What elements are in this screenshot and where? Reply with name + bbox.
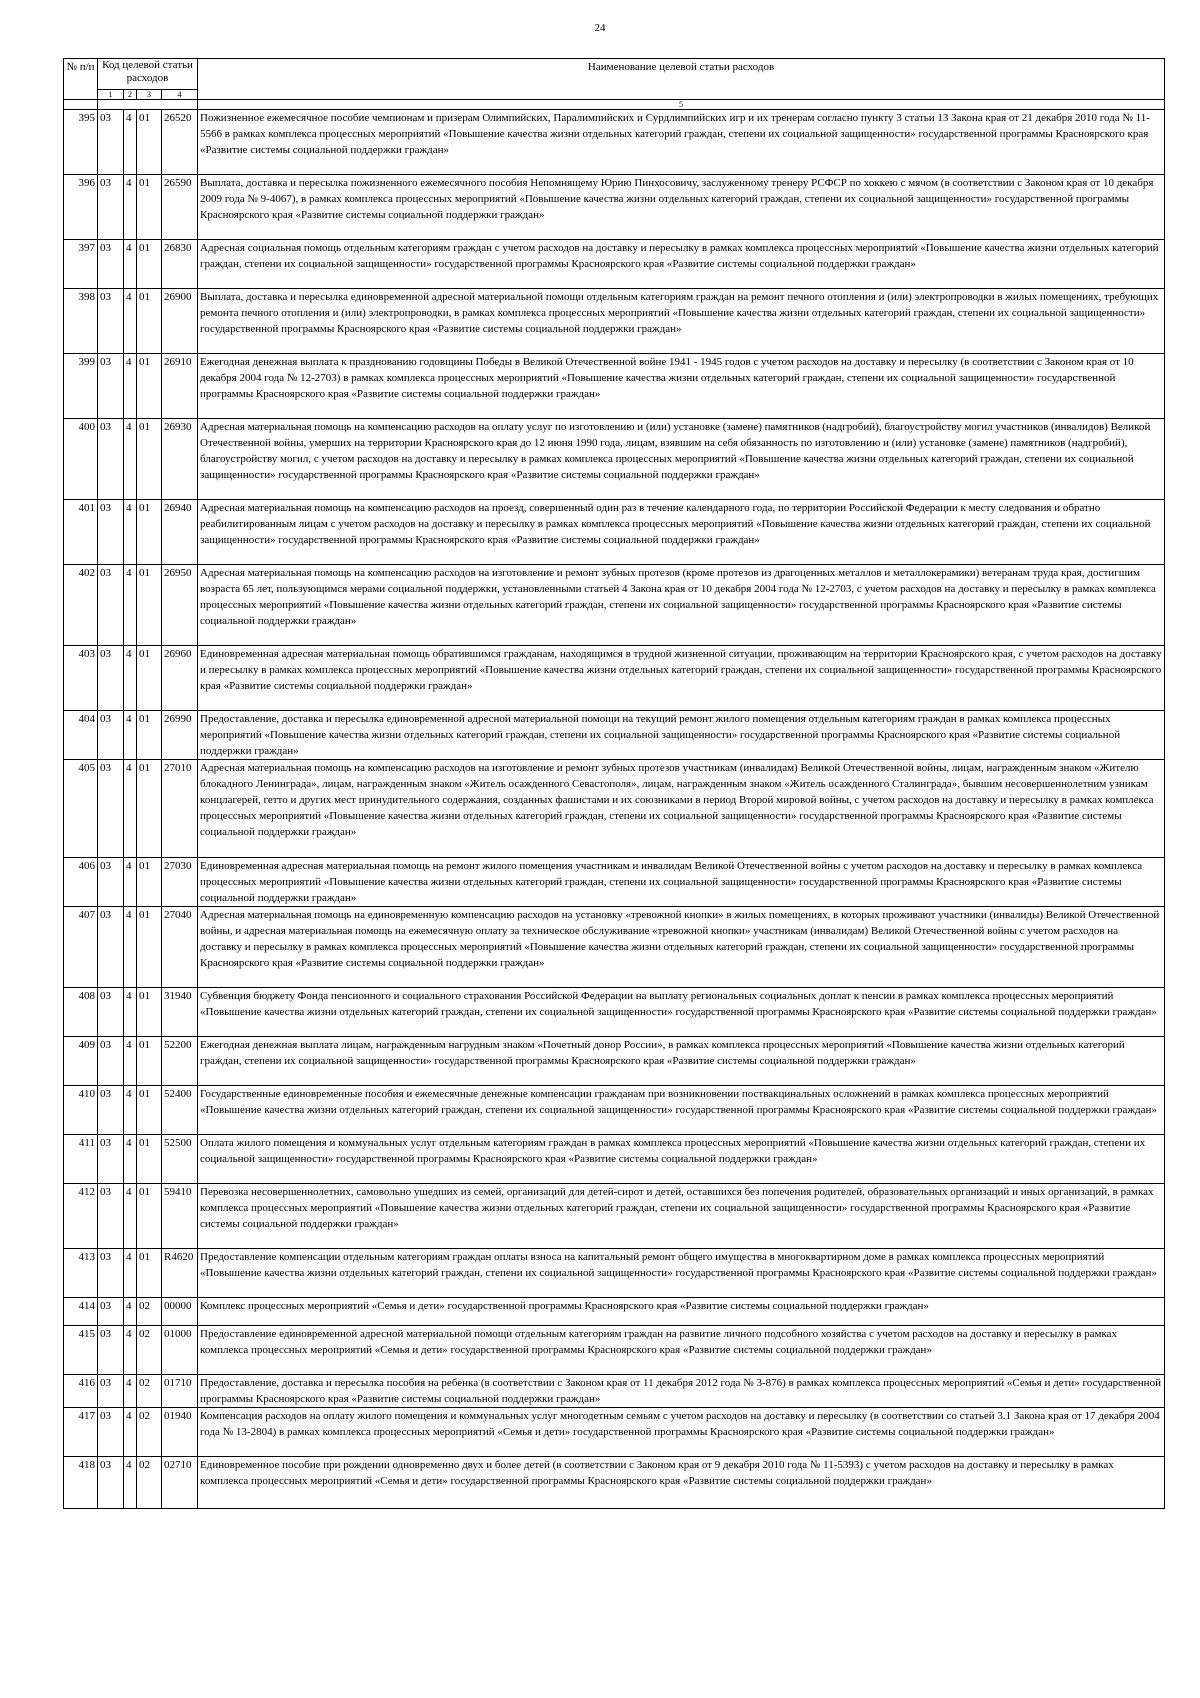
expense-name-cell: Пожизненное ежемесячное пособие чемпионам и призерам Олимпийских, Паралимпийских и Сурдлимпийских игр и их тренерам согласно пункту 3 статьи 13 Закона края от 21 декабря 2010 года № 11-5566 в рамках комплекса процессных мероприятий «Повышение качества жизни отдельных категорий граждан, степени их социальной защищенности» государственной программы Красноярского края «Развитие системы социальной поддержки граждан» bbox=[198, 110, 1165, 175]
code-part-4-cell: 01000 bbox=[162, 1326, 198, 1375]
code-part-4-cell: 52500 bbox=[162, 1135, 198, 1184]
code-part-2-cell: 4 bbox=[124, 175, 137, 240]
table-row bbox=[64, 1184, 1165, 1249]
code-part-2-cell: 4 bbox=[124, 1375, 137, 1408]
code-part-1-cell: 03 bbox=[98, 760, 124, 858]
code-part-3-cell: 01 bbox=[137, 858, 162, 907]
row-number-cell: 395 bbox=[64, 110, 98, 175]
table-body bbox=[64, 110, 1165, 1509]
row-number-cell: 413 bbox=[64, 1249, 98, 1298]
row-number-cell: 399 bbox=[64, 354, 98, 419]
code-part-4-cell: 27010 bbox=[162, 760, 198, 858]
table-row bbox=[64, 1326, 1165, 1375]
table-row bbox=[64, 110, 1165, 175]
expense-name-cell: Адресная материальная помощь на компенсацию расходов на изготовление и ремонт зубных протезов участникам (инвалидам) Великой Отечественной войны, лицам, награжденным знаком «Жителю блокадного Ленинграда», лицам, награжденным знаком «Житель осажденного Севастополя», лицам, награжденным знаком «Житель осажденного Сталинграда», бывшим несовершеннолетним узникам концлагерей, гетто и других мест принудительного содержания, созданных фашистами и их союзниками в период Второй мировой войны, с учетом расходов на доставку и пересылку в рамках комплекса процессных мероприятий «Повышение качества жизни отдельных категорий граждан, степени их социальной защищенности» государственной программы Красноярского края «Развитие системы социальной поддержки граждан» bbox=[198, 760, 1165, 858]
row-number-cell: 408 bbox=[64, 988, 98, 1037]
code-part-1-cell: 03 bbox=[98, 1375, 124, 1408]
code-part-4-cell: 26940 bbox=[162, 500, 198, 565]
page-number: 24 bbox=[594, 22, 606, 34]
row-number-cell: 406 bbox=[64, 858, 98, 907]
header-sub-number: 1 bbox=[98, 90, 124, 100]
code-part-2-cell: 4 bbox=[124, 1135, 137, 1184]
code-part-3-cell: 01 bbox=[137, 110, 162, 175]
code-part-1-cell: 03 bbox=[98, 419, 124, 500]
table-row bbox=[64, 1457, 1165, 1509]
expense-name-cell: Предоставление компенсации отдельным категориям граждан оплаты взноса на капитальный ремонт общего имущества в многоквартирном доме в рамках комплекса процессных мероприятий «Повышение качества жизни отдельных категорий граждан, степени их социальной защищенности» государственной программы Красноярского края «Развитие системы социальной поддержки граждан» bbox=[198, 1249, 1165, 1298]
code-part-1-cell: 03 bbox=[98, 907, 124, 988]
row-number-cell: 412 bbox=[64, 1184, 98, 1249]
header-sub-number-spacer bbox=[64, 100, 98, 110]
code-part-1-cell: 03 bbox=[98, 1408, 124, 1457]
code-part-3-cell: 01 bbox=[137, 1086, 162, 1135]
code-part-1-cell: 03 bbox=[98, 110, 124, 175]
expense-name-cell: Ежегодная денежная выплата к празднованию годовщины Победы в Великой Отечественной войне 1941 - 1945 годов с учетом расходов на доставку и пересылку (в соответствии с Законом края от 10 декабря 2004 года № 12-2703) в рамках комплекса процессных мероприятий «Повышение качества жизни отдельных категорий граждан, степени их социальной защищенности» государственной программы Красноярского края «Развитие системы социальной поддержки граждан» bbox=[198, 354, 1165, 419]
code-part-2-cell: 4 bbox=[124, 1457, 137, 1509]
row-number-cell: 400 bbox=[64, 419, 98, 500]
table-row bbox=[64, 988, 1165, 1037]
code-part-2-cell: 4 bbox=[124, 858, 137, 907]
header-code-group: Код целевой статьи расходов bbox=[98, 59, 198, 90]
code-part-1-cell: 03 bbox=[98, 1326, 124, 1375]
code-part-2-cell: 4 bbox=[124, 419, 137, 500]
row-number-cell: 397 bbox=[64, 240, 98, 289]
table-row bbox=[64, 175, 1165, 240]
header-sub-number: 2 bbox=[124, 90, 137, 100]
code-part-2-cell: 4 bbox=[124, 1184, 137, 1249]
code-part-1-cell: 03 bbox=[98, 240, 124, 289]
code-part-1-cell: 03 bbox=[98, 565, 124, 646]
header-sub-number: 3 bbox=[137, 90, 162, 100]
code-part-3-cell: 01 bbox=[137, 760, 162, 858]
code-part-4-cell: 26910 bbox=[162, 354, 198, 419]
code-part-4-cell: 02710 bbox=[162, 1457, 198, 1509]
code-part-4-cell: 26830 bbox=[162, 240, 198, 289]
code-part-2-cell: 4 bbox=[124, 1037, 137, 1086]
code-part-1-cell: 03 bbox=[98, 988, 124, 1037]
code-part-2-cell: 4 bbox=[124, 1086, 137, 1135]
code-part-4-cell: 26590 bbox=[162, 175, 198, 240]
expense-name-cell: Адресная материальная помощь на компенсацию расходов на оплату услуг по изготовлению и (или) установке (замене) памятников (надгробий), благоустройству могил участников (инвалидов) Великой Отечественной войны, умерших на территории Красноярского края до 12 июня 1990 года, лицам, взявшим на себя обязанность по изготовлению и (или) установке (замене) памятников (надгробий), благоустройству могил, с учетом расходов на доставку и пересылку в рамках комплекса процессных мероприятий «Повышение качества жизни отдельных категорий граждан, степени их социальной защищенности» государственной программы Красноярского края «Развитие системы социальной поддержки граждан» bbox=[198, 419, 1165, 500]
table-row bbox=[64, 289, 1165, 354]
header-sub-number: 5 bbox=[198, 100, 1165, 110]
table-row bbox=[64, 1086, 1165, 1135]
table-row bbox=[64, 1249, 1165, 1298]
row-number-cell: 411 bbox=[64, 1135, 98, 1184]
code-part-2-cell: 4 bbox=[124, 565, 137, 646]
code-part-4-cell: 26950 bbox=[162, 565, 198, 646]
code-part-3-cell: 01 bbox=[137, 289, 162, 354]
code-part-2-cell: 4 bbox=[124, 110, 137, 175]
code-part-4-cell: 52200 bbox=[162, 1037, 198, 1086]
code-part-2-cell: 4 bbox=[124, 1408, 137, 1457]
table-row bbox=[64, 1375, 1165, 1408]
table-row bbox=[64, 500, 1165, 565]
code-part-4-cell: 26900 bbox=[162, 289, 198, 354]
code-part-4-cell: 31940 bbox=[162, 988, 198, 1037]
code-part-3-cell: 01 bbox=[137, 988, 162, 1037]
expense-name-cell: Комплекс процессных мероприятий «Семья и дети» государственной программы Красноярского края «Развитие системы социальной поддержки граждан» bbox=[198, 1298, 1165, 1326]
code-part-2-cell: 4 bbox=[124, 289, 137, 354]
code-part-3-cell: 01 bbox=[137, 1184, 162, 1249]
expense-name-cell: Единовременная адресная материальная помощь на ремонт жилого помещения участникам и инвалидам Великой Отечественной войны с учетом расходов на доставку и пересылку в рамках комплекса процессных мероприятий «Повышение качества жизни отдельных категорий граждан, степени их социальной защищенности» государственной программы Красноярского края «Развитие системы социальной поддержки граждан» bbox=[198, 858, 1165, 907]
code-part-4-cell: 26930 bbox=[162, 419, 198, 500]
budget-codes-table bbox=[63, 58, 1165, 1509]
code-part-1-cell: 03 bbox=[98, 289, 124, 354]
expense-name-cell: Единовременная адресная материальная помощь обратившимся гражданам, находящимся в трудной жизненной ситуации, проживающим на территории Красноярского края, с учетом расходов на доставку и пересылку в рамках комплекса процессных мероприятий «Повышение качества жизни отдельных категорий граждан, степени их социальной защищенности» государственной программы Красноярского края «Развитие системы социальной поддержки граждан» bbox=[198, 646, 1165, 711]
table-row bbox=[64, 354, 1165, 419]
code-part-2-cell: 4 bbox=[124, 1298, 137, 1326]
row-number-cell: 403 bbox=[64, 646, 98, 711]
code-part-2-cell: 4 bbox=[124, 907, 137, 988]
expense-name-cell: Предоставление единовременной адресной материальной помощи отдельным категориям граждан на развитие личного подсобного хозяйства с учетом расходов на доставку и пересылку в рамках комплекса процессных мероприятий «Семья и дети» государственной программы Красноярского края «Развитие системы социальной поддержки граждан» bbox=[198, 1326, 1165, 1375]
table-row bbox=[64, 1408, 1165, 1457]
code-part-4-cell: 01940 bbox=[162, 1408, 198, 1457]
header-col-name: Наименование целевой статьи расходов bbox=[198, 59, 1165, 100]
row-number-cell: 398 bbox=[64, 289, 98, 354]
table-row bbox=[64, 565, 1165, 646]
row-number-cell: 407 bbox=[64, 907, 98, 988]
row-number-cell: 410 bbox=[64, 1086, 98, 1135]
table-row bbox=[64, 907, 1165, 988]
expense-name-cell: Адресная материальная помощь на компенсацию расходов на проезд, совершенный один раз в течение календарного года, по территории Российской Федерации к месту следования и обратно реабилитированным лицам с учетом расходов на доставку и пересылку в рамках комплекса процессных мероприятий «Повышение качества жизни отдельных категорий граждан, степени их социальной защищенности» государственной программы Красноярского края «Развитие системы социальной поддержки граждан» bbox=[198, 500, 1165, 565]
code-part-4-cell: 00000 bbox=[162, 1298, 198, 1326]
code-part-3-cell: 01 bbox=[137, 354, 162, 419]
code-part-4-cell: 26960 bbox=[162, 646, 198, 711]
code-part-1-cell: 03 bbox=[98, 646, 124, 711]
row-number-cell: 409 bbox=[64, 1037, 98, 1086]
code-part-3-cell: 01 bbox=[137, 419, 162, 500]
code-part-1-cell: 03 bbox=[98, 1135, 124, 1184]
code-part-3-cell: 02 bbox=[137, 1375, 162, 1408]
code-part-4-cell: 01710 bbox=[162, 1375, 198, 1408]
code-part-4-cell: 26990 bbox=[162, 711, 198, 760]
row-number-cell: 414 bbox=[64, 1298, 98, 1326]
row-number-cell: 404 bbox=[64, 711, 98, 760]
code-part-3-cell: 01 bbox=[137, 1249, 162, 1298]
expense-name-cell: Компенсация расходов на оплату жилого помещения и коммунальных услуг многодетным семьям с учетом расходов на доставку и пересылку (в соответствии со статьей 3.1 Закона края от 17 декабря 2004 года № 13-2804) в рамках комплекса процессных мероприятий «Семья и дети» государственной программы Красноярского края «Развитие системы социальной поддержки граждан» bbox=[198, 1408, 1165, 1457]
code-part-1-cell: 03 bbox=[98, 1298, 124, 1326]
table-row bbox=[64, 1135, 1165, 1184]
code-part-3-cell: 01 bbox=[137, 1037, 162, 1086]
code-part-2-cell: 4 bbox=[124, 1326, 137, 1375]
expense-name-cell: Адресная материальная помощь на единовременную компенсацию расходов на установку «тревожной кнопки» в жилых помещениях, в которых проживают участники (инвалиды) Великой Отечественной войны, и адресная материальная помощь на ежемесячную оплату за техническое обслуживание «тревожной кнопки» участникам (инвалидам) Великой Отечественной войны с учетом расходов на доставку и пересылку в рамках комплекса процессных мероприятий «Повышение качества жизни отдельных категорий граждан, степени их социальной защищенности» государственной программы Красноярского края «Развитие системы социальной поддержки граждан» bbox=[198, 907, 1165, 988]
expense-name-cell: Предоставление, доставка и пересылка единовременной адресной материальной помощи на текущий ремонт жилого помещения отдельным категориям граждан в рамках комплекса процессных мероприятий «Повышение качества жизни отдельных категорий граждан, степени их социальной защищенности» государственной программы Красноярского края «Развитие системы социальной поддержки граждан» bbox=[198, 711, 1165, 760]
code-part-4-cell: 27040 bbox=[162, 907, 198, 988]
expense-name-cell: Выплата, доставка и пересылка пожизненного ежемесячного пособия Непомнящему Юрию Пинхосовичу, заслуженному тренеру РСФСР по хоккею с мячом (в соответствии с Законом края от 10 декабря 2009 года № 9-4067), в рамках комплекса процессных мероприятий «Повышение качества жизни отдельных категорий граждан, степени их социальной защищенности» государственной программы Красноярского края «Развитие системы социальной поддержки граждан» bbox=[198, 175, 1165, 240]
table-row bbox=[64, 419, 1165, 500]
code-part-3-cell: 01 bbox=[137, 1135, 162, 1184]
code-part-4-cell: R4620 bbox=[162, 1249, 198, 1298]
row-number-cell: 401 bbox=[64, 500, 98, 565]
table-row bbox=[64, 646, 1165, 711]
code-part-2-cell: 4 bbox=[124, 354, 137, 419]
code-part-3-cell: 01 bbox=[137, 565, 162, 646]
code-part-3-cell: 01 bbox=[137, 711, 162, 760]
code-part-1-cell: 03 bbox=[98, 354, 124, 419]
code-part-4-cell: 27030 bbox=[162, 858, 198, 907]
row-number-cell: 405 bbox=[64, 760, 98, 858]
expense-name-cell: Выплата, доставка и пересылка единовременной адресной материальной помощи отдельным категориям граждан на ремонт печного отопления и (или) электропроводки в жилых помещениях, требующих ремонта печного отопления и (или) электропроводки, в рамках комплекса процессных мероприятий «Повышение качества жизни отдельных категорий граждан, степени их социальной защищенности» государственной программы Красноярского края «Развитие системы социальной поддержки граждан» bbox=[198, 289, 1165, 354]
expense-name-cell: Субвенция бюджету Фонда пенсионного и социального страхования Российской Федерации на выплату региональных социальных доплат к пенсии в рамках комплекса процессных мероприятий «Повышение качества жизни отдельных категорий граждан, степени их социальной защищенности» государственной программы Красноярского края «Развитие системы социальной поддержки граждан» bbox=[198, 988, 1165, 1037]
expense-name-cell: Оплата жилого помещения и коммунальных услуг отдельным категориям граждан в рамках комплекса процессных мероприятий «Повышение качества жизни отдельных категорий граждан, степени их социальной защищенности» государственной программы Красноярского края «Развитие системы социальной поддержки граждан» bbox=[198, 1135, 1165, 1184]
code-part-3-cell: 01 bbox=[137, 646, 162, 711]
code-part-3-cell: 01 bbox=[137, 907, 162, 988]
table-row bbox=[64, 1037, 1165, 1086]
row-number-cell: 418 bbox=[64, 1457, 98, 1509]
code-part-3-cell: 01 bbox=[137, 175, 162, 240]
code-part-1-cell: 03 bbox=[98, 1184, 124, 1249]
row-number-cell: 417 bbox=[64, 1408, 98, 1457]
code-part-1-cell: 03 bbox=[98, 1037, 124, 1086]
row-number-cell: 396 bbox=[64, 175, 98, 240]
expense-name-cell: Единовременное пособие при рождении одновременно двух и более детей (в соответствии с Законом края от 9 декабря 2010 года № 11-5393) с учетом расходов на доставку и пересылку в рамках комплекса процессных мероприятий «Семья и дети» государственной программы Красноярского края «Развитие системы социальной поддержки граждан» bbox=[198, 1457, 1165, 1509]
code-part-2-cell: 4 bbox=[124, 500, 137, 565]
code-part-1-cell: 03 bbox=[98, 175, 124, 240]
table-row bbox=[64, 240, 1165, 289]
code-part-3-cell: 01 bbox=[137, 240, 162, 289]
expense-name-cell: Адресная социальная помощь отдельным категориям граждан с учетом расходов на доставку и пересылку в рамках комплекса процессных мероприятий «Повышение качества жизни отдельных категорий граждан, степени их социальной защищенности» государственной программы Красноярского края «Развитие системы социальной поддержки граждан» bbox=[198, 240, 1165, 289]
code-part-2-cell: 4 bbox=[124, 760, 137, 858]
row-number-cell: 415 bbox=[64, 1326, 98, 1375]
code-part-4-cell: 52400 bbox=[162, 1086, 198, 1135]
expense-name-cell: Перевозка несовершеннолетних, самовольно ушедших из семей, организаций для детей-сирот и детей, оставшихся без попечения родителей, образовательных организаций и иных организаций, в рамках комплекса процессных мероприятий «Повышение качества жизни отдельных категорий граждан, степени их социальной защищенности» государственной программы Красноярского края «Развитие системы социальной поддержки граждан» bbox=[198, 1184, 1165, 1249]
code-part-4-cell: 59410 bbox=[162, 1184, 198, 1249]
header-col-num: № п/п bbox=[64, 59, 98, 100]
table-row bbox=[64, 858, 1165, 907]
code-part-2-cell: 4 bbox=[124, 240, 137, 289]
table-row bbox=[64, 711, 1165, 760]
header-sub-number: 4 bbox=[162, 90, 198, 100]
expense-name-cell: Адресная материальная помощь на компенсацию расходов на изготовление и ремонт зубных протезов (кроме протезов из драгоценных металлов и металлокерамики) ветеранам труда края, достигшим возраста 65 лет, пользующимся мерами социальной поддержки, установленными статьей 4 Закона края от 10 декабря 2004 года № 12-2703, с учетом расходов на доставку и пересылку в рамках комплекса процессных мероприятий «Повышение качества жизни отдельных категорий граждан, степени их социальной защищенности» государственной программы Красноярского края «Развитие системы социальной поддержки граждан» bbox=[198, 565, 1165, 646]
code-part-2-cell: 4 bbox=[124, 1249, 137, 1298]
row-number-cell: 402 bbox=[64, 565, 98, 646]
code-part-3-cell: 01 bbox=[137, 500, 162, 565]
code-part-3-cell: 02 bbox=[137, 1298, 162, 1326]
code-part-4-cell: 26520 bbox=[162, 110, 198, 175]
code-part-3-cell: 02 bbox=[137, 1408, 162, 1457]
expense-name-cell: Ежегодная денежная выплата лицам, награжденным нагрудным знаком «Почетный донор России», в рамках комплекса процессных мероприятий «Повышение качества жизни отдельных категорий граждан, степени их социальной защищенности» государственной программы Красноярского края «Развитие системы социальной поддержки граждан» bbox=[198, 1037, 1165, 1086]
code-part-1-cell: 03 bbox=[98, 1249, 124, 1298]
code-part-1-cell: 03 bbox=[98, 858, 124, 907]
code-part-3-cell: 02 bbox=[137, 1326, 162, 1375]
expense-name-cell: Предоставление, доставка и пересылка пособия на ребенка (в соответствии с Законом края от 11 декабря 2012 года № 3-876) в рамках комплекса процессных мероприятий «Семья и дети» государственной программы Красноярского края «Развитие системы социальной поддержки граждан» bbox=[198, 1375, 1165, 1408]
header-sub-number-spacer bbox=[98, 100, 198, 110]
row-number-cell: 416 bbox=[64, 1375, 98, 1408]
table-row bbox=[64, 760, 1165, 858]
expense-name-cell: Государственные единовременные пособия и ежемесячные денежные компенсации гражданам при возникновении поствакцинальных осложнений в рамках комплекса процессных мероприятий «Повышение качества жизни отдельных категорий граждан, степени их социальной защищенности» государственной программы Красноярского края «Развитие системы социальной поддержки граждан» bbox=[198, 1086, 1165, 1135]
code-part-1-cell: 03 bbox=[98, 711, 124, 760]
code-part-3-cell: 02 bbox=[137, 1457, 162, 1509]
code-part-1-cell: 03 bbox=[98, 1086, 124, 1135]
code-part-1-cell: 03 bbox=[98, 500, 124, 565]
code-part-2-cell: 4 bbox=[124, 988, 137, 1037]
code-part-2-cell: 4 bbox=[124, 711, 137, 760]
code-part-1-cell: 03 bbox=[98, 1457, 124, 1509]
table-row bbox=[64, 1298, 1165, 1326]
code-part-2-cell: 4 bbox=[124, 646, 137, 711]
